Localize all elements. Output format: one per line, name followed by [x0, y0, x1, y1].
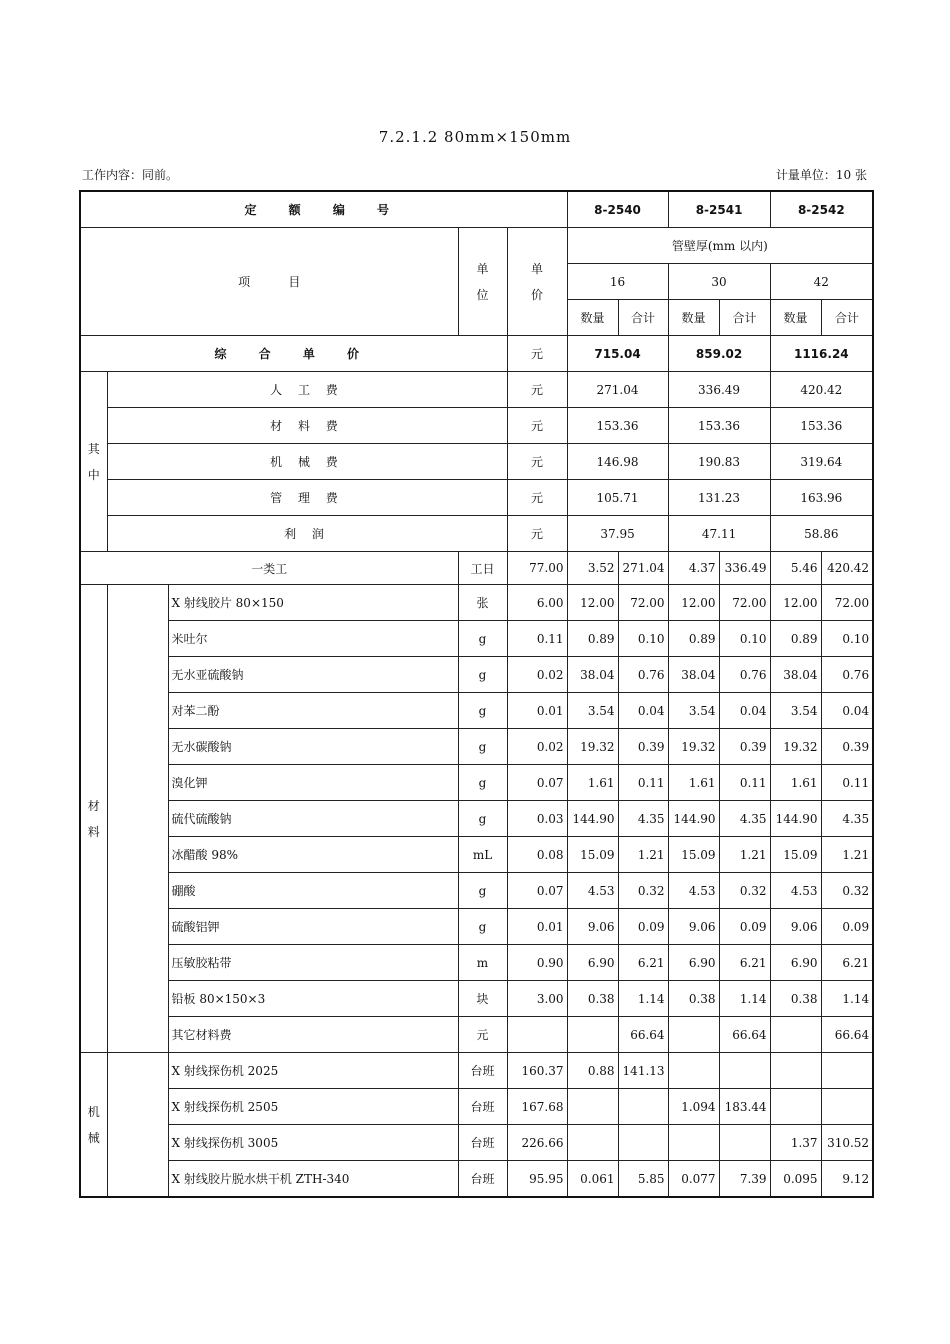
cost-value: 47.11: [668, 516, 770, 552]
materials-qty: 0.38: [567, 981, 618, 1017]
materials-price: 0.02: [507, 657, 567, 693]
materials-qty: [668, 1017, 719, 1053]
materials-total: 0.04: [821, 693, 873, 729]
materials-name: X 射线胶片 80×150: [168, 585, 458, 621]
materials-unit: 元: [458, 1017, 507, 1053]
materials-unit: g: [458, 693, 507, 729]
qty-header: 数量: [567, 300, 618, 336]
materials-qty: 9.06: [567, 909, 618, 945]
labor-name: 一类工: [80, 552, 458, 585]
cost-value: 37.95: [567, 516, 668, 552]
machinery-total: 9.12: [821, 1161, 873, 1198]
materials-qty: 19.32: [567, 729, 618, 765]
materials-name: 无水亚硫酸钠: [168, 657, 458, 693]
cost-value: 105.71: [567, 480, 668, 516]
materials-total: 0.09: [719, 909, 770, 945]
qty-header: 数量: [668, 300, 719, 336]
unit-of-measure: 计量单位：10 张: [775, 168, 867, 182]
materials-total: 0.04: [618, 693, 668, 729]
materials-name: 无水碳酸钠: [168, 729, 458, 765]
materials-total: 72.00: [821, 585, 873, 621]
materials-qty: 1.61: [668, 765, 719, 801]
materials-total: 72.00: [719, 585, 770, 621]
machinery-label: 机 械: [80, 1053, 107, 1198]
materials-row: [80, 729, 873, 765]
materials-qty: 6.90: [770, 945, 821, 981]
of-which-label: 其 中: [80, 372, 107, 552]
machinery-qty: 1.094: [668, 1089, 719, 1125]
materials-qty: 1.61: [770, 765, 821, 801]
composite-value-3: 1116.24: [770, 336, 873, 372]
machinery-price: 226.66: [507, 1125, 567, 1161]
unit-price-header: 单 价: [507, 228, 567, 336]
cost-value: 420.42: [770, 372, 873, 408]
composite-value-2: 859.02: [668, 336, 770, 372]
materials-row: [80, 873, 873, 909]
machinery-total: [618, 1125, 668, 1161]
materials-qty: 15.09: [567, 837, 618, 873]
total-header: 合计: [719, 300, 770, 336]
materials-total: 0.10: [821, 621, 873, 657]
materials-qty: 15.09: [668, 837, 719, 873]
machinery-qty: 0.88: [567, 1053, 618, 1089]
materials-qty: 6.90: [567, 945, 618, 981]
machinery-qty: [770, 1089, 821, 1125]
materials-qty: 12.00: [567, 585, 618, 621]
materials-qty: 12.00: [668, 585, 719, 621]
labor-row: [80, 552, 873, 585]
labor-qty: 5.46: [770, 552, 821, 585]
page-title: 7.2.1.2 80mm×150mm: [378, 128, 572, 146]
cost-breakdown-row: [80, 372, 873, 408]
materials-qty: 1.61: [567, 765, 618, 801]
machinery-unit: 台班: [458, 1053, 507, 1089]
materials-qty: 9.06: [770, 909, 821, 945]
materials-qty: [770, 1017, 821, 1053]
cost-value: 319.64: [770, 444, 873, 480]
materials-row: [80, 909, 873, 945]
cost-breakdown-row: [80, 516, 873, 552]
materials-blank-column: [107, 585, 168, 1053]
machinery-total: 310.52: [821, 1125, 873, 1161]
materials-price: 0.03: [507, 801, 567, 837]
machinery-qty: 1.37: [770, 1125, 821, 1161]
machinery-total: [821, 1053, 873, 1089]
cost-name: 人 工 费: [107, 372, 507, 408]
machinery-qty: [770, 1053, 821, 1089]
materials-total: 1.21: [618, 837, 668, 873]
materials-total: 0.32: [821, 873, 873, 909]
materials-qty: 4.53: [567, 873, 618, 909]
materials-price: 6.00: [507, 585, 567, 621]
quota-table: [79, 190, 874, 1198]
machinery-total: 7.39: [719, 1161, 770, 1198]
materials-total: 66.64: [821, 1017, 873, 1053]
materials-total: 66.64: [719, 1017, 770, 1053]
machinery-total: 5.85: [618, 1161, 668, 1198]
materials-total: 0.09: [821, 909, 873, 945]
labor-total: 336.49: [719, 552, 770, 585]
total-header: 合计: [821, 300, 873, 336]
materials-name: 冰醋酸 98%: [168, 837, 458, 873]
composite-value-1: 715.04: [567, 336, 668, 372]
materials-row: [80, 981, 873, 1017]
materials-label: 材 料: [80, 585, 107, 1053]
machinery-blank-column: [107, 1053, 168, 1198]
machinery-price: 167.68: [507, 1089, 567, 1125]
labor-price: 77.00: [507, 552, 567, 585]
materials-unit: g: [458, 657, 507, 693]
materials-total: 1.21: [821, 837, 873, 873]
materials-qty: 19.32: [668, 729, 719, 765]
machinery-qty: [668, 1053, 719, 1089]
labor-qty: 4.37: [668, 552, 719, 585]
materials-name: 压敏胶粘带: [168, 945, 458, 981]
composite-price-label: 综 合 单 价: [80, 336, 507, 372]
cost-value: 271.04: [567, 372, 668, 408]
materials-qty: 38.04: [770, 657, 821, 693]
cost-value: 190.83: [668, 444, 770, 480]
machinery-qty: 0.077: [668, 1161, 719, 1198]
labor-total: 420.42: [821, 552, 873, 585]
materials-qty: 12.00: [770, 585, 821, 621]
cost-value: 153.36: [770, 408, 873, 444]
materials-total: 0.04: [719, 693, 770, 729]
materials-total: 0.39: [821, 729, 873, 765]
materials-total: 0.10: [618, 621, 668, 657]
labor-qty: 3.52: [567, 552, 618, 585]
materials-total: 0.32: [719, 873, 770, 909]
machinery-total: [618, 1089, 668, 1125]
quota-code-1: 8-2540: [567, 191, 668, 228]
materials-qty: 4.53: [770, 873, 821, 909]
materials-unit: g: [458, 873, 507, 909]
total-header: 合计: [618, 300, 668, 336]
machinery-qty: [567, 1125, 618, 1161]
machinery-unit: 台班: [458, 1089, 507, 1125]
cost-value: 336.49: [668, 372, 770, 408]
materials-row: [80, 801, 873, 837]
cost-breakdown-row: [80, 480, 873, 516]
materials-unit: m: [458, 945, 507, 981]
thickness-1: 16: [567, 264, 668, 300]
machinery-total: 183.44: [719, 1089, 770, 1125]
machinery-row: [80, 1125, 873, 1161]
cost-unit: 元: [507, 444, 567, 480]
materials-qty: 6.90: [668, 945, 719, 981]
materials-total: 4.35: [821, 801, 873, 837]
materials-total: 0.10: [719, 621, 770, 657]
materials-qty: 0.38: [668, 981, 719, 1017]
materials-qty: 144.90: [668, 801, 719, 837]
materials-total: 0.11: [618, 765, 668, 801]
materials-price: 0.01: [507, 693, 567, 729]
materials-total: 0.76: [821, 657, 873, 693]
materials-unit: g: [458, 729, 507, 765]
materials-total: 66.64: [618, 1017, 668, 1053]
materials-price: 0.08: [507, 837, 567, 873]
materials-total: 6.21: [821, 945, 873, 981]
machinery-qty: [668, 1125, 719, 1161]
materials-price: 0.02: [507, 729, 567, 765]
cost-name: 利 润: [107, 516, 507, 552]
materials-row: [80, 945, 873, 981]
materials-name: 硼酸: [168, 873, 458, 909]
materials-qty: 4.53: [668, 873, 719, 909]
machinery-total: [821, 1089, 873, 1125]
labor-unit: 工日: [458, 552, 507, 585]
materials-qty: [567, 1017, 618, 1053]
materials-unit: 张: [458, 585, 507, 621]
materials-price: 0.90: [507, 945, 567, 981]
machinery-row: [80, 1053, 873, 1089]
thickness-3: 42: [770, 264, 873, 300]
materials-total: 0.76: [618, 657, 668, 693]
materials-name: 铅板 80×150×3: [168, 981, 458, 1017]
materials-unit: 块: [458, 981, 507, 1017]
materials-row: [80, 693, 873, 729]
cost-value: 153.36: [567, 408, 668, 444]
composite-unit: 元: [507, 336, 567, 372]
materials-qty: 38.04: [668, 657, 719, 693]
materials-total: 72.00: [618, 585, 668, 621]
quota-code-2: 8-2541: [668, 191, 770, 228]
materials-qty: 38.04: [567, 657, 618, 693]
materials-qty: 0.89: [567, 621, 618, 657]
machinery-unit: 台班: [458, 1125, 507, 1161]
materials-name: 对苯二酚: [168, 693, 458, 729]
machinery-total: 141.13: [618, 1053, 668, 1089]
materials-qty: 0.89: [668, 621, 719, 657]
materials-price: 0.01: [507, 909, 567, 945]
materials-name: 其它材料费: [168, 1017, 458, 1053]
materials-row: [80, 765, 873, 801]
cost-value: 58.86: [770, 516, 873, 552]
cost-value: 146.98: [567, 444, 668, 480]
materials-total: 0.11: [821, 765, 873, 801]
quota-code-label: 定 额 编 号: [80, 191, 567, 228]
materials-price: 0.07: [507, 765, 567, 801]
materials-row: [80, 621, 873, 657]
materials-name: 溴化钾: [168, 765, 458, 801]
cost-unit: 元: [507, 372, 567, 408]
materials-name: 硫代硫酸钠: [168, 801, 458, 837]
cost-unit: 元: [507, 480, 567, 516]
materials-qty: 19.32: [770, 729, 821, 765]
work-content: 工作内容：同前。: [82, 168, 179, 182]
cost-unit: 元: [507, 408, 567, 444]
item-header: 项 目: [80, 228, 458, 336]
materials-price: 0.11: [507, 621, 567, 657]
materials-qty: 0.89: [770, 621, 821, 657]
machinery-row: [80, 1089, 873, 1125]
materials-unit: mL: [458, 837, 507, 873]
cost-value: 153.36: [668, 408, 770, 444]
materials-unit: g: [458, 801, 507, 837]
machinery-unit: 台班: [458, 1161, 507, 1198]
materials-total: 0.32: [618, 873, 668, 909]
materials-total: 0.76: [719, 657, 770, 693]
materials-unit: g: [458, 909, 507, 945]
materials-total: 0.09: [618, 909, 668, 945]
machinery-row: [80, 1161, 873, 1198]
machinery-price: 160.37: [507, 1053, 567, 1089]
materials-row: [80, 837, 873, 873]
materials-qty: 144.90: [770, 801, 821, 837]
machinery-qty: 0.095: [770, 1161, 821, 1198]
cost-unit: 元: [507, 516, 567, 552]
materials-total: 1.21: [719, 837, 770, 873]
materials-total: 6.21: [719, 945, 770, 981]
materials-qty: 15.09: [770, 837, 821, 873]
cost-name: 管 理 费: [107, 480, 507, 516]
materials-price: 0.07: [507, 873, 567, 909]
materials-price: 3.00: [507, 981, 567, 1017]
machinery-total: [719, 1053, 770, 1089]
materials-total: 0.39: [618, 729, 668, 765]
materials-name: 米吐尔: [168, 621, 458, 657]
machinery-price: 95.95: [507, 1161, 567, 1198]
machinery-name: X 射线探伤机 3005: [168, 1125, 458, 1161]
materials-qty: 9.06: [668, 909, 719, 945]
cost-breakdown-row: [80, 408, 873, 444]
wall-thickness-label: 管壁厚(mm 以内): [567, 228, 873, 264]
materials-qty: 0.38: [770, 981, 821, 1017]
materials-unit: g: [458, 621, 507, 657]
machinery-qty: 0.061: [567, 1161, 618, 1198]
materials-name: 硫酸铝钾: [168, 909, 458, 945]
materials-total: 1.14: [821, 981, 873, 1017]
materials-total: 1.14: [618, 981, 668, 1017]
materials-unit: g: [458, 765, 507, 801]
materials-qty: 144.90: [567, 801, 618, 837]
materials-price: [507, 1017, 567, 1053]
machinery-qty: [567, 1089, 618, 1125]
materials-qty: 3.54: [770, 693, 821, 729]
unit-header: 单 位: [458, 228, 507, 336]
materials-total: 0.39: [719, 729, 770, 765]
materials-total: 0.11: [719, 765, 770, 801]
materials-row: [80, 657, 873, 693]
cost-breakdown-row: [80, 444, 873, 480]
qty-header: 数量: [770, 300, 821, 336]
machinery-name: X 射线探伤机 2505: [168, 1089, 458, 1125]
materials-qty: 3.54: [567, 693, 618, 729]
cost-name: 材 料 费: [107, 408, 507, 444]
cost-value: 163.96: [770, 480, 873, 516]
quota-code-3: 8-2542: [770, 191, 873, 228]
materials-total: 4.35: [618, 801, 668, 837]
cost-name: 机 械 费: [107, 444, 507, 480]
materials-total: 1.14: [719, 981, 770, 1017]
materials-row: [80, 585, 873, 621]
machinery-total: [719, 1125, 770, 1161]
thickness-2: 30: [668, 264, 770, 300]
machinery-name: X 射线探伤机 2025: [168, 1053, 458, 1089]
machinery-name: X 射线胶片脱水烘干机 ZTH-340: [168, 1161, 458, 1198]
materials-row: [80, 1017, 873, 1053]
materials-total: 4.35: [719, 801, 770, 837]
materials-total: 6.21: [618, 945, 668, 981]
labor-total: 271.04: [618, 552, 668, 585]
materials-qty: 3.54: [668, 693, 719, 729]
cost-value: 131.23: [668, 480, 770, 516]
